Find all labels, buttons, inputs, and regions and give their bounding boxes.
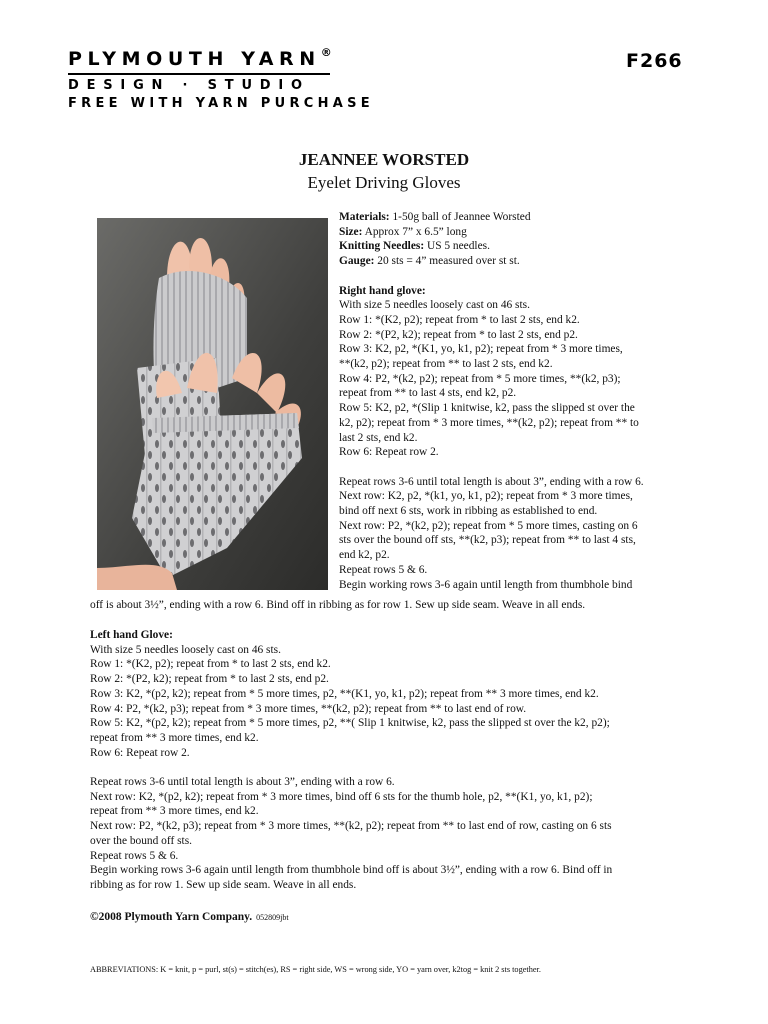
left-glove-line: Next row: P2, *(k2, p3); repeat from * 3 more times, **(k2, p2); repeat from ** to last end of row, casting on 6 sts [90,820,612,833]
left-glove-line: over the bound off sts. [90,834,192,847]
header-rule [68,73,330,75]
materials-label: Materials: [339,211,390,223]
registered-mark: ® [320,46,332,59]
right-glove-line: repeat from ** to last 4 sts, end k2, p2. [339,387,517,400]
size-value: Approx 7” x 6.5” long [364,225,467,238]
left-glove-line: Row 1: *(K2, p2); repeat from * to last 2 sts, end k2. [90,658,331,671]
right-glove-line: Repeat rows 5 & 6. [339,563,428,576]
left-glove-line: Row 3: K2, *(p2, k2); repeat from * 5 more times, p2, **(K1, yo, k1, p2); repeat from ** 3 more times, end k2. [90,687,599,700]
needles-value: US 5 needles. [426,240,490,253]
brand-name: PLYMOUTH YARN® [68,46,332,70]
left-glove-line: Row 4: P2, *(k2, p3); repeat from * 3 more times, **(k2, p2); repeat from ** to last end of row. [90,702,527,715]
right-glove-wrap-line: off is about 3½”, ending with a row 6. Bind off in ribbing as for row 1. Sew up side seam. Weave in all ends. [90,599,586,611]
free-with-purchase-line: FREE WITH YARN PURCHASE [68,96,374,111]
glove-photo [97,218,328,590]
left-glove-heading: Left hand Glove: [90,629,173,641]
left-glove-line: Row 2: *(P2, k2); repeat from * to last 2 sts, end p2. [90,673,329,686]
right-glove-line: **(k2, p2); repeat from ** to last 2 sts, end k2. [339,358,553,371]
pattern-subtitle: Eyelet Driving Gloves [307,173,461,192]
needles-line [339,239,679,254]
left-glove-line: ribbing as for row 1. Sew up side seam. Weave in all ends. [90,878,357,891]
left-glove-line: Repeat rows 3-6 until total length is about 3”, ending with a row 6. [90,776,395,789]
materials-value: 1-50g ball of Jeannee Worsted [392,211,531,223]
doc-code: 052809jbt [256,913,289,922]
left-glove-line: repeat from ** 3 more times, end k2. [90,805,259,818]
gauge-line [339,254,679,269]
right-glove-line: Row 4: P2, *(k2, p2); repeat from * 5 more times, **(k2, p3); [339,372,621,385]
left-glove-section [90,628,690,893]
right-glove-line: Next row: K2, p2, *(k1, yo, k1, p2); repeat from * 3 more times, [339,490,633,503]
right-column-text [339,210,679,592]
left-glove-line: Begin working rows 3-6 again until length from thumbhole bind off is about 3½”, ending with a row 6. Bind off in [90,864,613,877]
right-glove-line: Row 2: *(P2, k2); repeat from * to last 2 sts, end p2. [339,328,578,341]
left-glove-line: With size 5 needles loosely cast on 46 sts. [90,643,281,656]
left-glove-line: Row 6: Repeat row 2. [90,746,190,759]
copyright: ©2008 Plymouth Yarn Company. 052809jbt [90,911,289,923]
size-label: Size: [339,225,363,238]
glove-photo-illustration [97,218,328,590]
right-glove-line: Row 6: Repeat row 2. [339,446,439,459]
right-glove-line: sts over the bound off sts, **(k2, p3); repeat from ** to last 4 sts, [339,534,636,547]
right-glove-heading: Right hand glove: [339,284,426,297]
right-glove-line: Begin working rows 3-6 again until length from thumbhole bind [339,578,633,591]
size-line [339,225,679,240]
gauge-value: 20 sts = 4” measured over st st. [377,255,520,268]
needles-label: Knitting Needles: [339,240,425,253]
left-glove-line: repeat from ** 3 more times, end k2. [90,731,259,744]
right-glove-line: bind off next 6 sts, work in ribbing as established to end. [339,505,598,518]
design-studio-line: DESIGN · STUDIO [68,78,310,93]
left-glove-line: Row 5: K2, *(p2, k2); repeat from * 5 more times, p2, **( Slip 1 knitwise, k2, pass the slipped st over the k2, p2); [90,717,610,730]
right-glove-line: Row 1: *(K2, p2); repeat from * to last 2 sts, end k2. [339,313,580,326]
right-glove-line: Row 5: K2, p2, *(Slip 1 knitwise, k2, pass the slipped st over the [339,402,635,415]
right-glove-line: end k2, p2. [339,549,390,562]
right-glove-line: Row 3: K2, p2, *(K1, yo, k1, p2); repeat from * 3 more times, [339,343,623,356]
right-glove-line: Next row: P2, *(k2, p2); repeat from * 5 more times, casting on 6 [339,519,638,532]
pattern-code: F266 [626,50,683,72]
right-glove-wrap [90,598,690,613]
left-glove-line: Next row: K2, *(p2, k2); repeat from * 3 more times, bind off 6 sts for the thumb hole, p2, **(K1, yo, k1, p2); [90,790,593,803]
gauge-label: Gauge: [339,255,375,268]
materials-line [339,210,679,225]
pattern-title: JEANNEE WORSTED [298,150,470,169]
abbreviations: ABBREVIATIONS: K = knit, p = purl, st(s) = stitch(es), RS = right side, WS = wrong side, YO = yarn over, k2tog = knit 2 sts together. [90,965,541,974]
left-glove-line: Repeat rows 5 & 6. [90,849,179,862]
right-glove-line: With size 5 needles loosely cast on 46 sts. [339,299,530,312]
right-glove-line: Repeat rows 3-6 until total length is about 3”, ending with a row 6. [339,475,644,488]
right-glove-line: k2, p2); repeat from * 3 more times, **(k2, p2); repeat from ** to [339,416,639,429]
right-glove-line: last 2 sts, end k2. [339,431,418,444]
